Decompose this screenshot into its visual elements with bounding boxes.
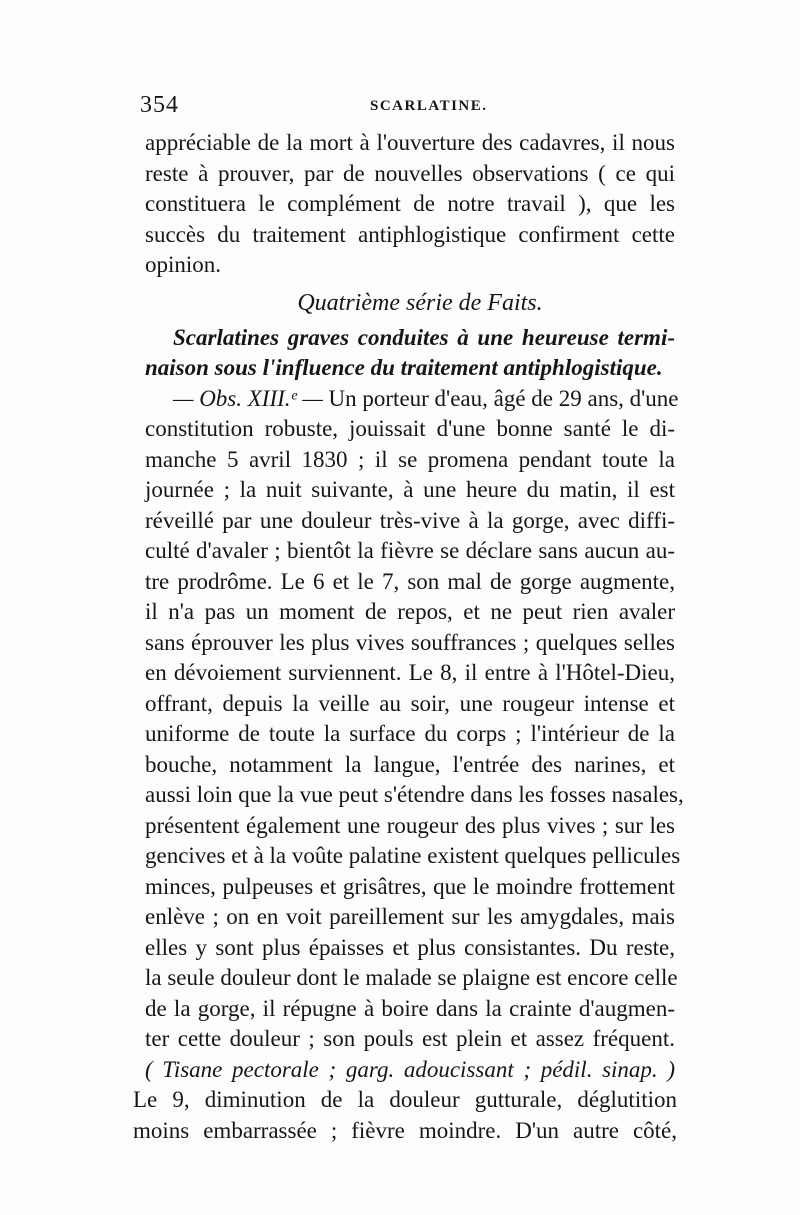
observation-heading: naison sous l'influence du traitement antiphlogistique. [145,355,663,380]
text-line: moins embarrassée ; fièvre moindre. D'un autre côté, [133,1117,677,1143]
text-line: appréciable de la mort à l'ouverture des cadavres, il nous [145,130,675,155]
text-line: présentent également une rougeur des plus vives ; sur les [145,812,675,838]
text-line: elles y sont plus épaisses et plus consistantes. Du reste, [145,934,675,960]
text-line: uniforme de toute la surface du corps ; l'intérieur de la [145,721,675,746]
page-header [140,92,680,122]
text-line: culté d'avaler ; bientôt la fièvre se déclare sans aucun au- [145,538,675,563]
observation-label: — Obs. XIII.ᵉ — [173,385,323,411]
running-head: SCARLATINE. [370,98,488,114]
observation-heading: Scarlatines graves conduites à une heureuse termi- [173,324,675,350]
text-line: réveillé par une douleur très-vive à la gorge, avec diffi- [145,507,675,533]
page-text [133,128,684,1146]
text-line: opinion. [145,252,222,277]
text-line: enlève ; on en voit pareillement sur les amygdales, mais [145,904,675,929]
text-line: ter cette douleur ; son pouls est plein et assez fréquent. [145,1026,675,1051]
observation-text: Un porteur d'eau, âgé de 29 ans, d'une [328,385,679,411]
text-line: journée ; la nuit suivante, à une heure du matin, il est [145,477,675,502]
text-line: minces, pulpeuses et grisâtres, que le moindre frottement [145,873,675,899]
text-line: tre prodrôme. Le 6 et le 7, son mal de gorge augmente, [145,568,675,594]
text-line: offrant, depuis la veille au soir, une rougeur intense et [145,690,675,716]
text-line [145,384,679,415]
text-line: il n'a pas un moment de repos, et ne peut rien avaler [145,599,675,624]
text-line: sans éprouver les plus vives souffrances ; quelques selles [145,629,675,655]
text-line: aussi loin que la vue peut s'étendre dans les fosses nasales, [145,782,684,807]
text-line: de la gorge, il répugne à boire dans la crainte d'augmen- [145,995,675,1021]
section-title: Quatrième série de Faits. [297,289,543,316]
text-line: Le 9, diminution de la douleur gutturale, déglutition [133,1087,677,1112]
text-line: la seule douleur dont le malade se plaigne est encore celle [145,965,678,990]
text-line: constitution robuste, jouissait d'une bonne santé le di- [145,416,675,441]
text-line: en dévoiement surviennent. Le 8, il entre à l'Hôtel-Dieu, [145,660,675,685]
prescription-line: ( Tisane pectorale ; garg. adoucissant ; pédil. sinap. ) [145,1056,675,1082]
text-line: succès du traitement antiphlogistique confirment cette [145,221,675,247]
text-line: manche 5 avril 1830 ; il se promena pendant toute la [145,446,675,472]
text-line: gencives et à la voûte palatine existent quelques pellicules [145,843,681,868]
page-number: 354 [140,92,179,118]
text-line: reste à prouver, par de nouvelles observations ( ce qui [145,160,675,186]
text-line: constituera le complément de notre travail ), que les [145,191,675,216]
text-line: bouche, notamment la langue, l'entrée des narines, et [145,751,675,777]
